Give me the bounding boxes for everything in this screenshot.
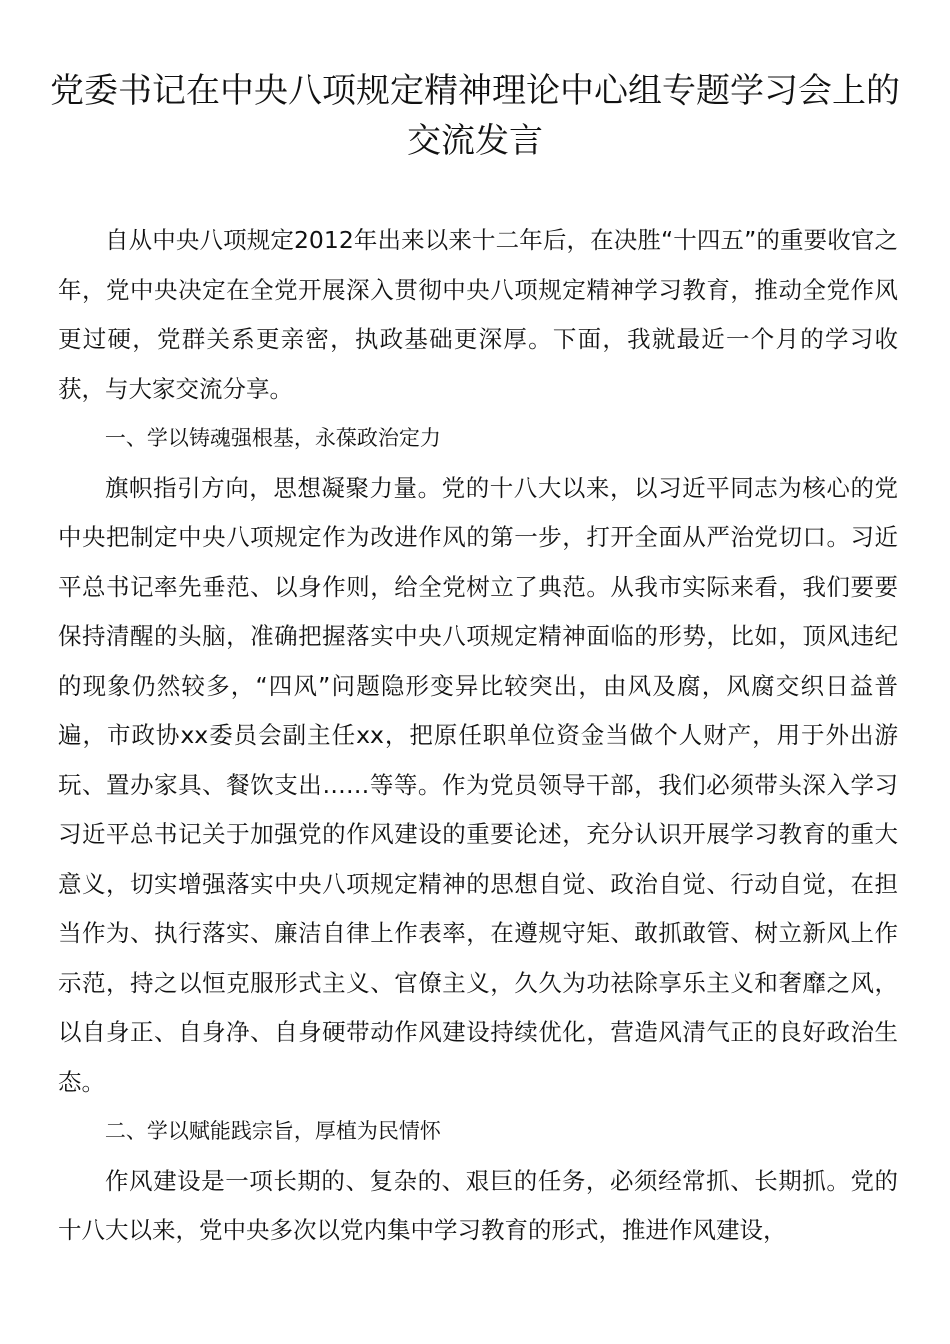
intro-paragraph: 自从中央八项规定2012年出来以来十二年后，在决胜“十四五”的重要收官之年，党中央决定在全党开展深入贯彻中央八项规定精神学习教育，推动全党作风更过硬，党群关系更亲密，执政基础更深厚。下面，我就最近一个月的学习收获，与大家交流分享。 xyxy=(58,226,898,403)
document-title: 党委书记在中央八项规定精神理论中心组专题学习会上的交流发言 xyxy=(50,71,900,161)
section-2-paragraph: 作风建设是一项长期的、复杂的、艰巨的任务，必须经常抓、长期抓。党的十八大以来，党中央多次以党内集中学习教育的形式，推进作风建设， xyxy=(58,1166,898,1244)
document-body xyxy=(58,216,898,1256)
section-heading-2: 二、学以赋能践宗旨，厚植为民情怀 xyxy=(104,1119,441,1143)
section-heading-1: 一、学以铸魂强根基，永葆政治定力 xyxy=(104,426,441,450)
section-1-paragraph: 旗帜指引方向，思想凝聚力量。党的十八大以来，以习近平同志为核心的党中央把制定中央八项规定作为改进作风的第一步，打开全面从严治党切口。习近平总书记率先垂范、以身作则，给全党树立了典范。从我市实际来看，我们要要保持清醒的头脑，准确把握落实中央八项规定精神面临的形势，比如，顶风违纪的现象仍然较多，“四风”问题隐形变异比较突出，由风及腐，风腐交织日益普遍，市政协xx委员会副主任xx，把原任职单位资金当做个人财产，用于外出游玩、置办家具、餐饮支出……等等。作为党员领导干部，我们必须带头深入学习习近平总书记关于加强党的作风建设的重要论述，充分认识开展学习教育的重大意义，切实增强落实中央八项规定精神的思想自觉、政治自觉、行动自觉，在担当作为、执行落实、廉洁自律上作表率，在遵规守矩、敢抓敢管、树立新风上作示范，持之以恒克服形式主义、官僚主义，久久为功祛除享乐主义和奢靡之风，以自身正、自身净、自身硬带动作风建设持续优化，营造风清气正的良好政治生态。 xyxy=(58,473,898,1096)
